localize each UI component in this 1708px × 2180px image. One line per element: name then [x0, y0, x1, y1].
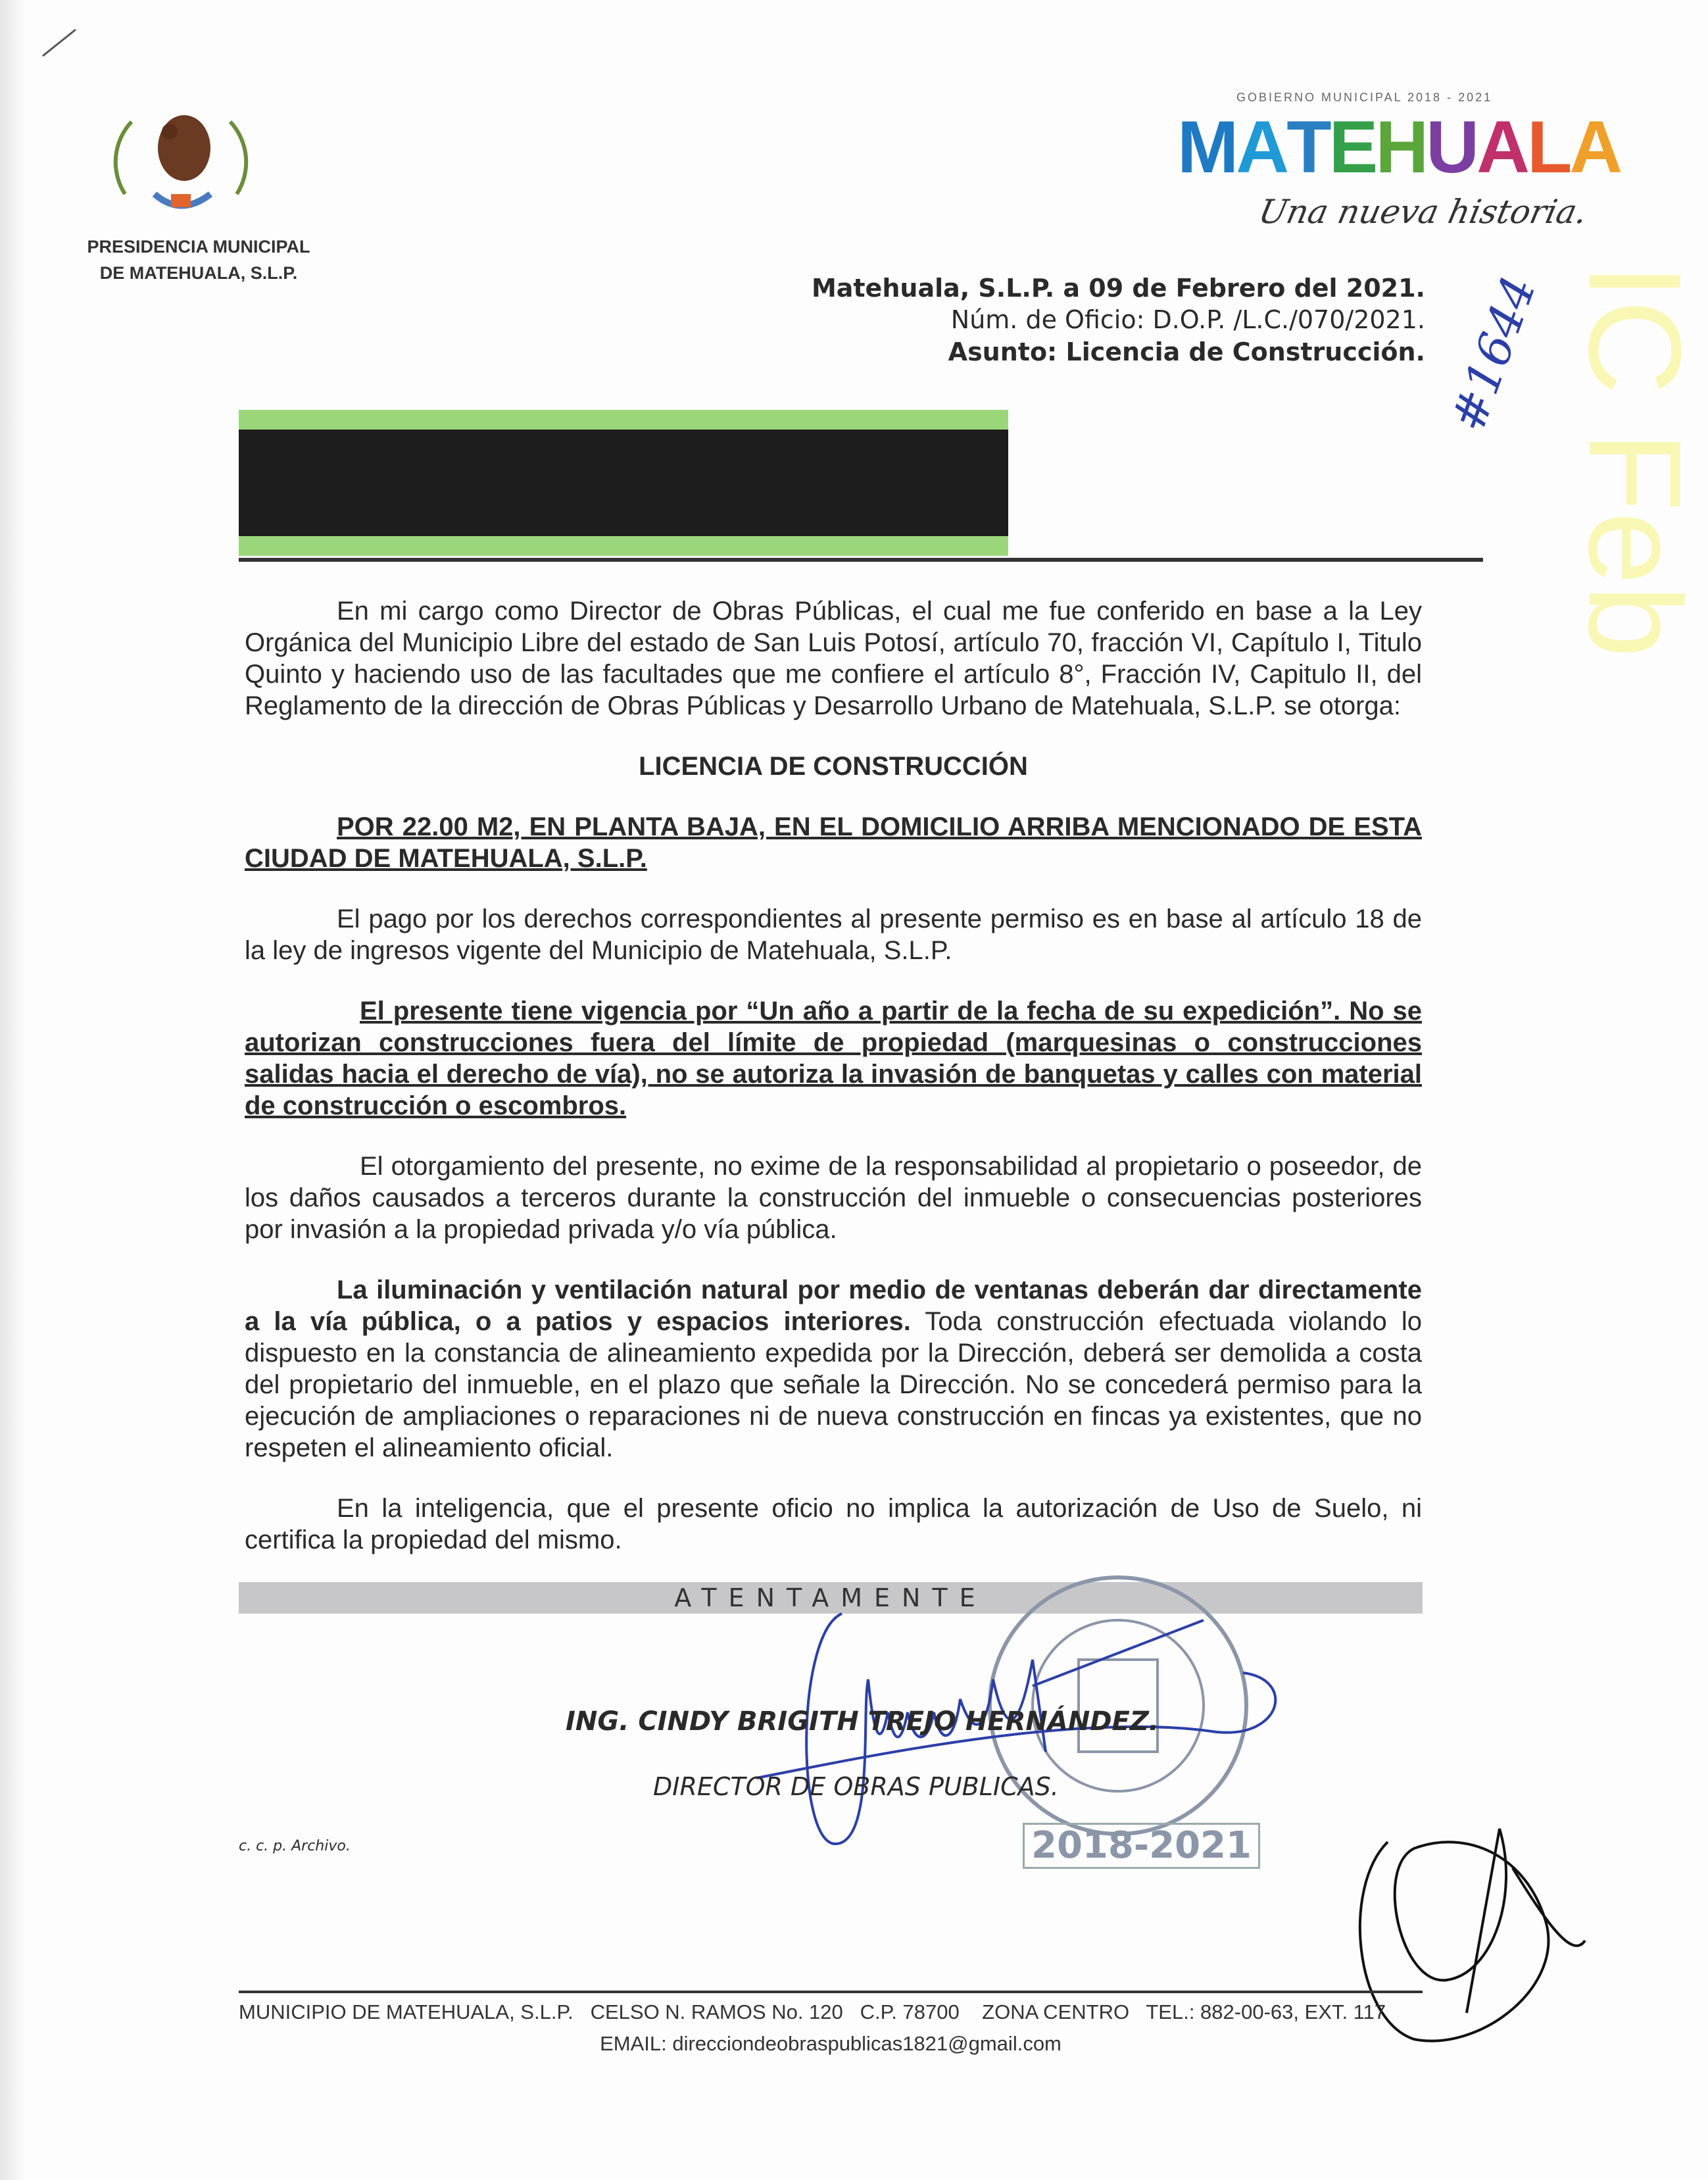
- signer-title: DIRECTOR DE OBRAS PUBLICAS.: [653, 1772, 1059, 1801]
- redacted-recipient: [239, 410, 1008, 556]
- license-title: LICENCIA DE CONSTRUCCIÓN: [639, 752, 1028, 781]
- institution-line-2: DE MATEHUALA, S.L.P.: [99, 263, 298, 283]
- footer-address: MUNICIPIO DE MATEHUALA, S.L.P. CELSO N. RAMOS No. 120 C.P. 78700 ZONA CENTRO TEL.: 882-00-63, EXT. 117: [239, 2000, 1386, 2023]
- logo-slogan: Una nueva historia.: [1255, 193, 1591, 231]
- signer-name: ING. CINDY BRIGITH TREJO HERNÁNDEZ.: [566, 1706, 1159, 1737]
- paragraph-payment: El pago por los derechos correspondientes al presente permiso es en base al artículo 18 de la ley de ingresos vigente del Municipio de Matehuala, S.L.P.: [245, 904, 1422, 965]
- signature-block: [239, 1614, 1422, 1870]
- institution-line-1: PRESIDENCIA MUNICIPAL: [87, 237, 310, 257]
- scan-edge: [0, 0, 26, 2180]
- logo-letter: E: [1329, 106, 1376, 188]
- logo-top-text: GOBIERNO MUNICIPAL 2018 - 2021: [1236, 91, 1493, 104]
- paragraph-lighting-text: Toda construcción efectuada violando lo dispuesto en la constancia de alineamiento expedida por la Dirección, deberá ser demolida a costa del propietario del inmueble, en el plazo que señale la Dirección. No se concederá permiso para la ejecución de ampliaciones o reparaciones ni de nueva construcción en fincas ya existentes, que no respeten el alineamiento oficial.: [245, 1307, 1422, 1462]
- paragraph-lighting-bold: La iluminación y ventilación natural por medio de ventanas deberán dar directamente a la vía pública, o a patios y espacios interiores.: [245, 1276, 1422, 1336]
- pen-mark: [39, 26, 79, 59]
- oficio-number: Núm. de Oficio: D.O.P. /L.C./070/2021.: [950, 305, 1425, 334]
- letter-body: [239, 595, 1422, 1870]
- logo-letter: A: [1236, 106, 1287, 188]
- paragraph-validity: El presente tiene vigencia por “Un año a partir de la fecha de su expedición”. No se autorizan construcciones fuera del límite de propiedad (marquesinas o construcciones salidas hacia el derecho de vía), no se autoriza la invasión de banquetas y calles con material de construcción o escombros.: [245, 997, 1422, 1120]
- paragraph-lighting: [245, 1274, 1422, 1464]
- header-divider: [239, 558, 1483, 562]
- subject-line: Asunto: Licencia de Construcción.: [948, 337, 1425, 366]
- paragraph-land-use: En la inteligencia, que el presente oficio no implica la autorización de Uso de Suelo, ni certifica la propiedad del mismo.: [245, 1494, 1422, 1554]
- handwritten-number: #1644: [1440, 269, 1547, 439]
- logo-letter: H: [1375, 106, 1427, 188]
- logo-letter: L: [1526, 106, 1570, 188]
- received-stamp: IC Feb: [1561, 263, 1708, 658]
- closing-bar: ATENTAMENTE: [239, 1582, 1423, 1614]
- logo-letter: T: [1286, 106, 1329, 188]
- stamp-years: 2018-2021: [1023, 1823, 1260, 1869]
- institution-name: [80, 234, 317, 286]
- mexican-coat-of-arms-icon: [105, 95, 256, 227]
- footer-email: EMAIL: direcciondeobraspublicas1821@gmail.com: [600, 2032, 1061, 2055]
- paragraph-authority: En mi cargo como Director de Obras Públicas, el cual me fue conferido en base a la Ley Orgánica del Municipio Libre del estado de San Luis Potosí, artículo 70, fracción VI, Capítulo I, Titulo Quinto y haciendo uso de las facultades que me confiere el artículo 8°, Fracción IV, Capitulo II, del Reglamento de la dirección de Obras Públicas y Desarrollo Urbano de Matehuala, S.L.P. se otorga:: [245, 597, 1422, 720]
- logo-letter: U: [1426, 106, 1477, 188]
- paragraph-liability: El otorgamiento del presente, no exime de la responsabilidad al propietario o poseedor, de los daños causados a terceros durante la construcción del inmueble o consecuencias posteriores por invasión a la propiedad privada y/o vía pública.: [245, 1152, 1422, 1244]
- logo-letter: A: [1476, 106, 1527, 188]
- footer-divider: [239, 1991, 1423, 1993]
- logo-letter: A: [1569, 106, 1621, 188]
- date-line: Matehuala, S.L.P. a 09 de Febrero del 2021.: [811, 274, 1425, 303]
- logo-letter: M: [1177, 106, 1236, 188]
- copy-note: c. c. p. Archivo.: [239, 1838, 351, 1854]
- license-scope: POR 22.00 M2, EN PLANTA BAJA, EN EL DOMICILIO ARRIBA MENCIONADO DE ESTA CIUDAD DE MATEHUALA, S.L.P.: [245, 812, 1422, 873]
- matehuala-logo: [1177, 106, 1621, 188]
